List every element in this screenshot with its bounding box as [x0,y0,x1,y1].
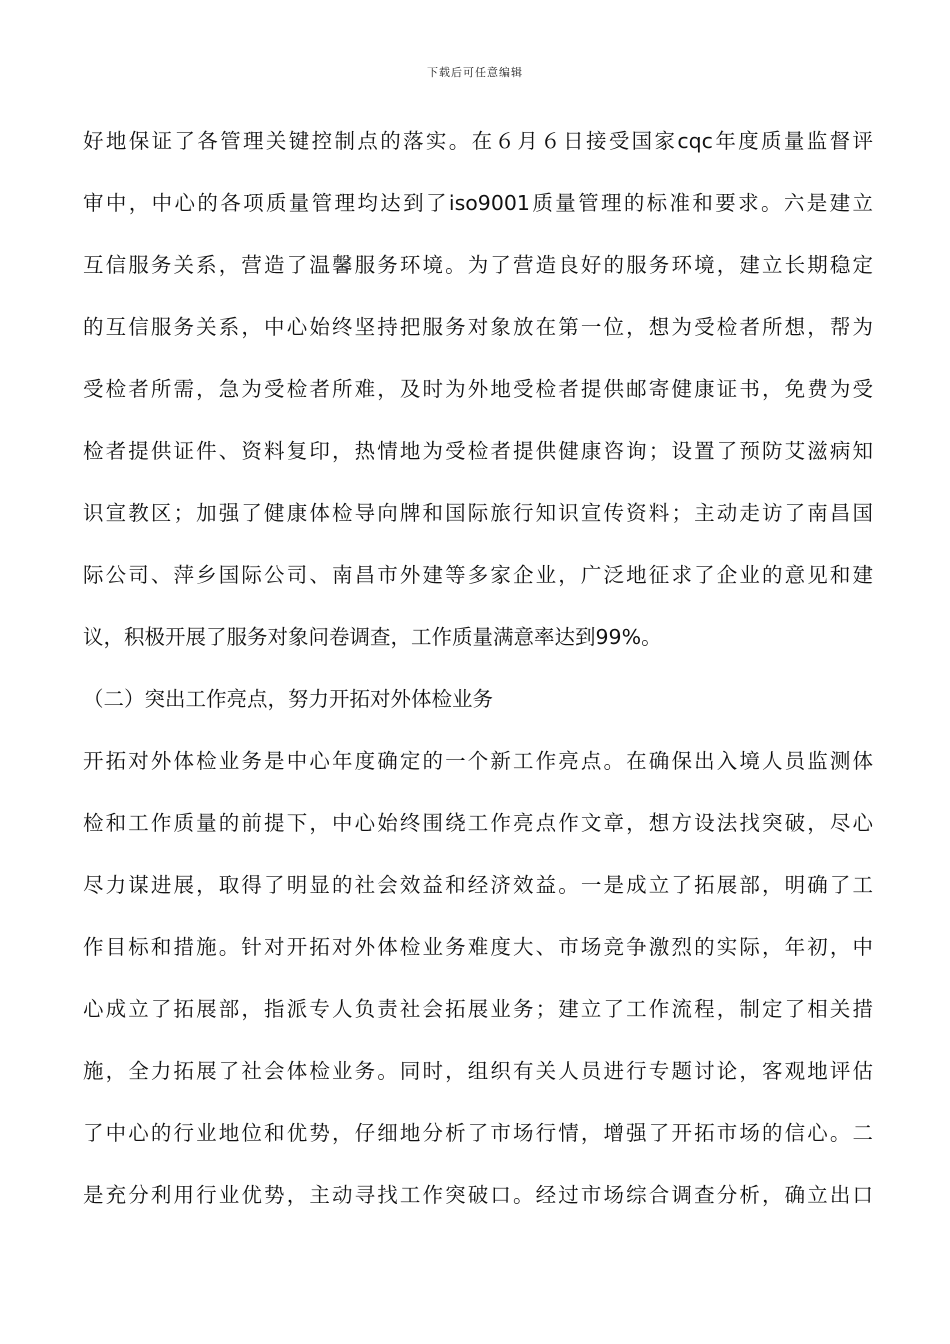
text-line-17: 了中心的行业地位和优势，仔细地分析了市场行情，增强了开拓市场的信心。二 [83,1121,873,1145]
text-line-4: 的互信服务关系，中心始终坚持把服务对象放在第一位，想为受检者所想，帮为 [83,315,873,339]
text-line-9: 议，积极开展了服务对象问卷调查，工作质量满意率达到99%。 [83,625,662,649]
text-line-6: 检者提供证件、资料复印，热情地为受检者提供健康咨询；设置了预防艾滋病知 [83,439,873,463]
text-line-1: 好地保证了各管理关键控制点的落实。在６月６日接受国家cqc年度质量监督评 [83,129,873,153]
text-line-14: 作目标和措施。针对开拓对外体检业务难度大、市场竞争激烈的实际，年初，中 [83,935,873,959]
text-line-7: 识宣教区；加强了健康体检导向牌和国际旅行知识宣传资料；主动走访了南昌国 [83,501,873,525]
text-line-18: 是充分利用行业优势，主动寻找工作突破口。经过市场综合调查分析，确立出口 [83,1183,873,1207]
text-line-3: 互信服务关系，营造了温馨服务环境。为了营造良好的服务环境，建立长期稳定 [83,253,873,277]
text-line-8: 际公司、萍乡国际公司、南昌市外建等多家企业，广泛地征求了企业的意见和建 [83,563,873,587]
page-header-note: 下载后可任意编辑 [427,66,523,79]
text-line-16: 施，全力拓展了社会体检业务。同时，组织有关人员进行专题讨论，客观地评估 [83,1059,873,1083]
text-line-12: 检和工作质量的前提下，中心始终围绕工作亮点作文章，想方设法找突破，尽心 [83,811,873,835]
section-heading: （二）突出工作亮点，努力开拓对外体检业务 [83,687,493,711]
text-line-11: 开拓对外体检业务是中心年度确定的一个新工作亮点。在确保出入境人员监测体 [83,749,873,773]
document-body [83,110,873,1226]
text-line-13: 尽力谋进展，取得了明显的社会效益和经济效益。一是成立了拓展部，明确了工 [83,873,873,897]
text-line-2: 审中，中心的各项质量管理均达到了iso9001质量管理的标准和要求。六是建立 [83,191,873,215]
text-line-5: 受检者所需，急为受检者所难，及时为外地受检者提供邮寄健康证书，免费为受 [83,377,873,401]
text-line-15: 心成立了拓展部，指派专人负责社会拓展业务；建立了工作流程，制定了相关措 [83,997,873,1021]
